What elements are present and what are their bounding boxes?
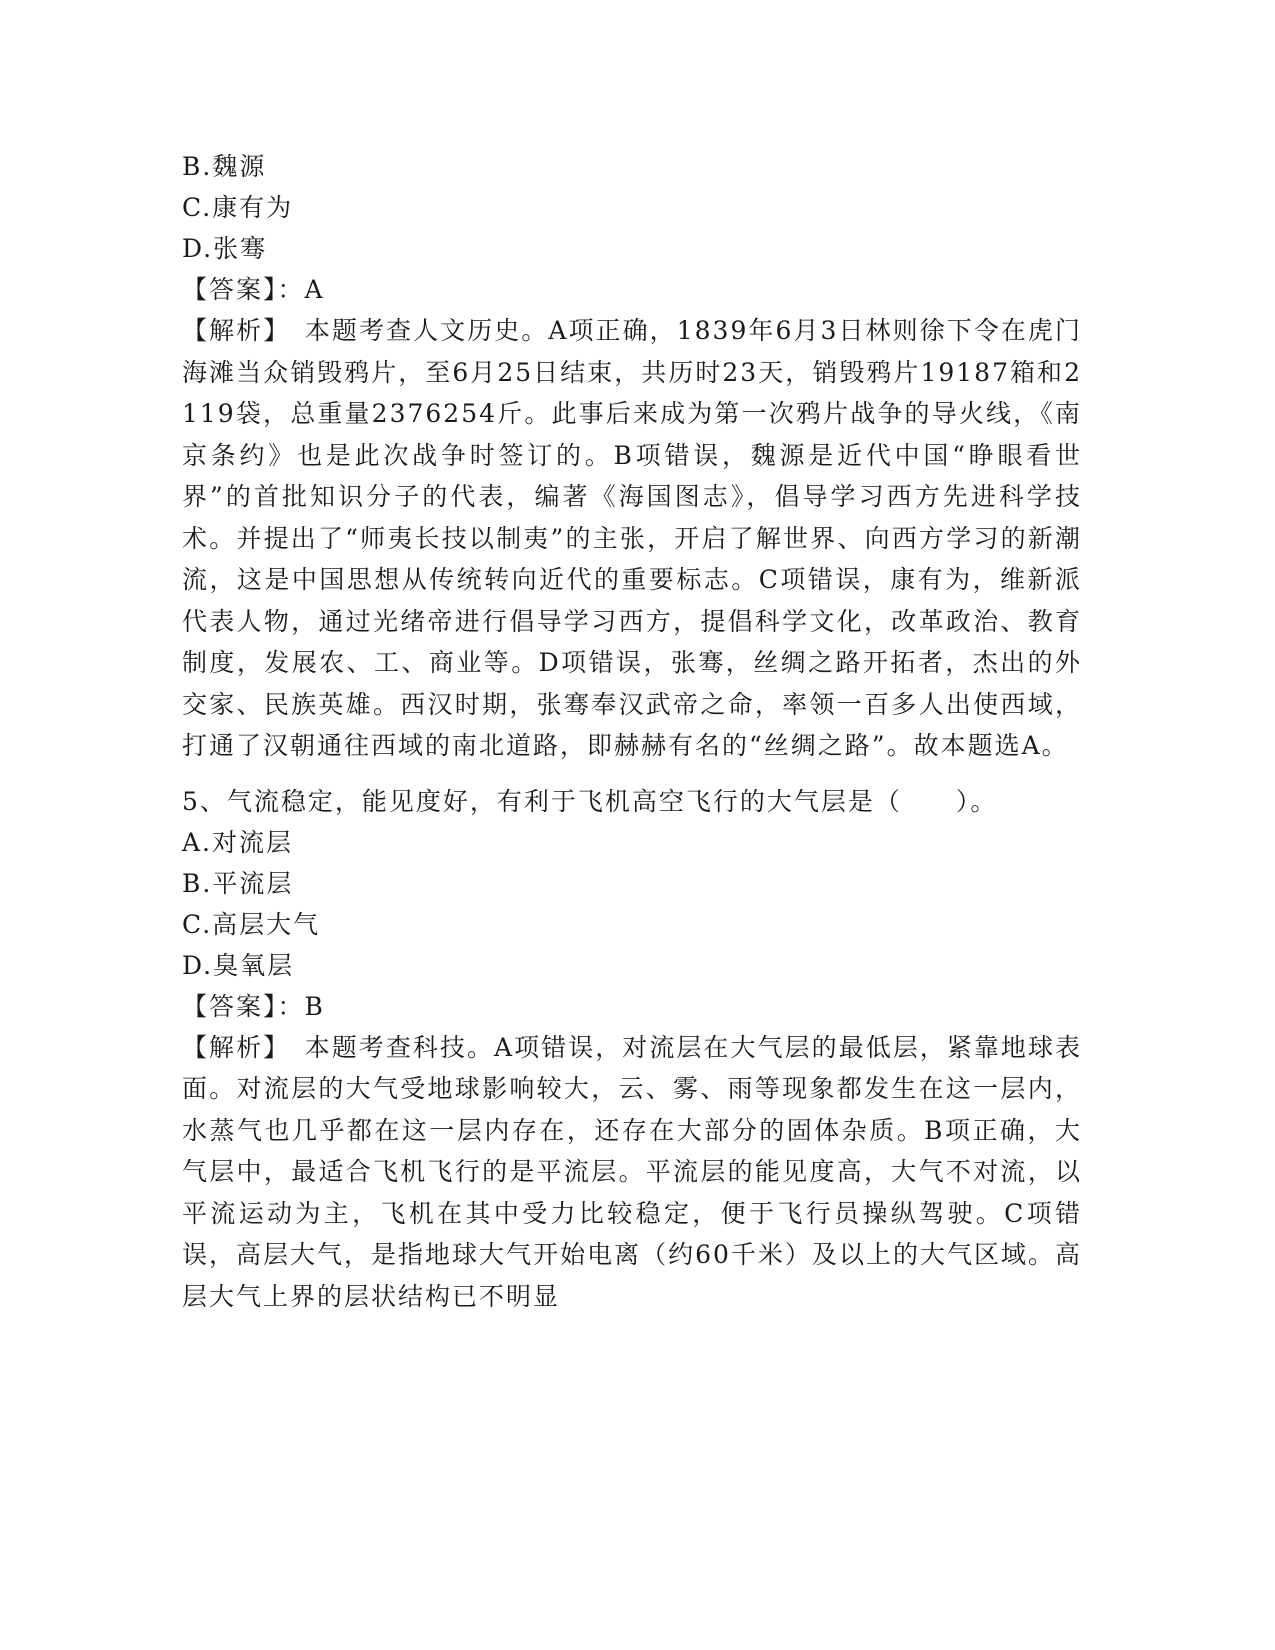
document-page — [182, 146, 1082, 1317]
option-c: C.高层大气 — [182, 909, 321, 939]
question-4-continued — [182, 146, 1082, 767]
option-b: B.平流层 — [182, 868, 294, 898]
question-text: 5、气流稳定，能见度好，有利于飞机高空飞行的大气层是（ ）。 — [182, 786, 998, 816]
answer: 【答案】：B — [182, 991, 325, 1021]
analysis: 【解析】 本题考查科技。A项错误，对流层在大气层的最低层，紧靠地球表面。对流层的大气受地球影响较大，云、雾、雨等现象都发生在这一层内，水蒸气也几乎都在这一层内存在，还存在大部分的固体杂质。B项正确，大气层中，最适合飞机飞行的是平流层。平流层的能见度高，大气不对流，以平流运动为主，飞机在其中受力比较稳定，便于飞行员操纵驾驶。C项错误，高层大气，是指地球大气开始电离（约60千米）及以上的大气区域。高层大气上界的层状结构已不明显 — [182, 1032, 1082, 1311]
question-gap — [182, 767, 1082, 781]
option-d: D.臭氧层 — [182, 950, 295, 980]
option-d: D.张骞 — [182, 234, 268, 263]
option-a: A.对流层 — [182, 827, 294, 857]
option-b: B.魏源 — [182, 152, 267, 181]
option-c: C.康有为 — [182, 193, 294, 222]
analysis: 【解析】 本题考查人文历史。A项正确，1839年6月3日林则徐下令在虎门海滩当众销毁鸦片，至6月25日结束，共历时23天，销毁鸦片19187箱和2119袋，总重量2376254斤。此事后来成为第一次鸦片战争的导火线，《南京条约》也是此次战争时签订的。B项错误，魏源是近代中国“睁眼看世界”的首批知识分子的代表，编著《海国图志》，倡导学习西方先进科学技术。并提出了“师夷长技以制夷”的主张，开启了解世界、向西方学习的新潮流，这是中国思想从传统转向近代的重要标志。C项错误，康有为，维新派代表人物，通过光绪帝进行倡导学习西方，提倡科学文化，改革政治、教育制度，发展农、工、商业等。D项错误，张骞，丝绸之路开拓者，杰出的外交家、民族英雄。西汉时期，张骞奉汉武帝之命，率领一百多人出使西域，打通了汉朝通往西域的南北道路，即赫赫有名的“丝绸之路”。故本题选A。 — [182, 316, 1082, 760]
question-5 — [182, 781, 1082, 1318]
answer: 【答案】：A — [182, 275, 325, 304]
